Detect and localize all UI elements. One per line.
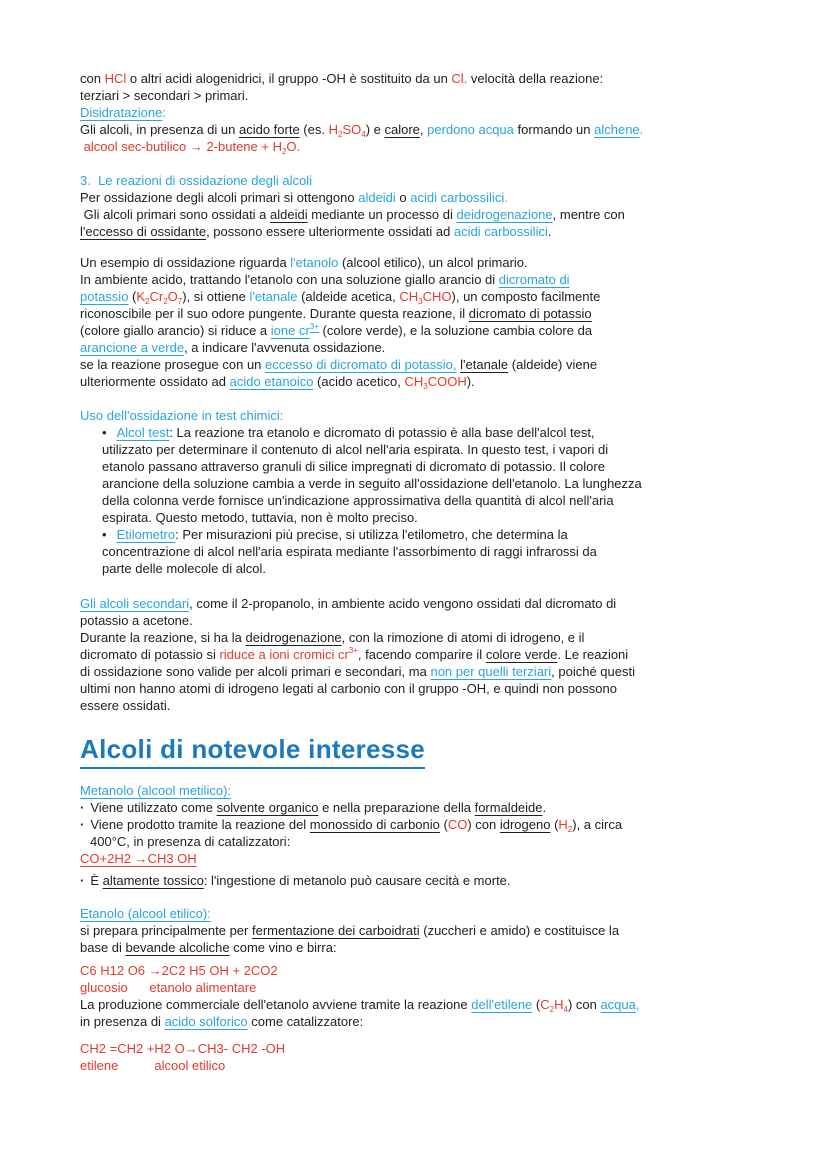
text-segment: La produzione commerciale dell'etanolo avviene tramite la reazione — [80, 997, 472, 1012]
text-segment: ( — [439, 817, 448, 832]
paragraph — [80, 172, 782, 240]
text-segment: C6 H12 O6 →2C2 H5 OH + 2CO2 — [80, 963, 278, 978]
text-segment: H — [554, 997, 564, 1012]
text-segment: : La reazione tra etanolo e dicromato di potassio è alla base dell'alcol test, — [169, 425, 595, 440]
text-segment: Gli alcoli secondari — [80, 596, 190, 611]
text-segment: mediante un processo di — [307, 207, 457, 222]
text-line — [80, 441, 782, 458]
text-segment: , con la rimozione di atomi di idrogeno, e il — [341, 630, 585, 645]
text-line — [80, 680, 782, 697]
text-segment: fermentazione dei carboidrati — [251, 923, 420, 938]
text-line — [80, 1040, 782, 1057]
text-segment: monossido di carbonio — [309, 817, 440, 832]
text-segment: 4 — [563, 1005, 568, 1014]
text-segment: C — [540, 997, 550, 1012]
text-segment: . — [542, 800, 547, 815]
text-segment: Etilometro — [116, 527, 176, 542]
vertical-gap — [80, 240, 782, 254]
text-segment: base di — [80, 940, 126, 955]
text-segment: : Per misurazioni più precise, si utilizza l'etilometro, che determina la — [175, 527, 568, 542]
text-segment: ) con — [467, 817, 500, 832]
text-segment: (acido acetico, — [313, 374, 405, 389]
paragraph — [80, 70, 782, 155]
text-segment: 2 — [549, 1005, 555, 1014]
paragraph — [80, 1040, 782, 1074]
paragraph — [80, 254, 782, 390]
text-line — [80, 206, 782, 223]
text-segment: si prepara principalmente per — [80, 923, 252, 938]
text-segment: terziari > secondari > primari. — [80, 88, 249, 103]
paragraph — [80, 962, 782, 1030]
text-segment: Viene utilizzato come — [90, 800, 217, 815]
text-segment: aldeidi — [358, 190, 396, 205]
text-segment: formaldeide — [474, 800, 543, 815]
text-segment: 3+ — [348, 646, 358, 655]
text-line — [80, 612, 782, 629]
text-segment: solvente organico — [216, 800, 319, 815]
text-line — [80, 223, 782, 240]
bullet-item — [80, 526, 782, 577]
text-segment: : l'ingestione di metanolo può causare cecità e morte. — [203, 873, 511, 888]
text-segment: 4 — [361, 130, 366, 139]
text-segment: se la reazione prosegue con un — [80, 357, 266, 372]
text-segment: O — [167, 289, 178, 304]
text-segment: Cl. — [451, 71, 468, 86]
text-segment: CH2 =CH2 +H2 O→CH3- CH2 -OH — [80, 1041, 286, 1056]
text-segment: , — [635, 997, 640, 1012]
text-line — [80, 138, 782, 155]
text-line — [80, 1013, 782, 1030]
bullet-item — [80, 872, 782, 889]
text-line — [80, 475, 782, 492]
text-line — [80, 905, 782, 922]
paragraph — [80, 782, 782, 799]
text-line — [80, 697, 782, 714]
text-segment: 2 — [567, 825, 573, 834]
text-segment: ulteriormente ossidato ad — [80, 374, 230, 389]
text-segment: COOH — [427, 374, 467, 389]
text-segment: 3. Le reazioni di ossidazione degli alcoli — [80, 173, 312, 188]
text-segment: Per ossidazione degli alcoli primari si ottengono — [80, 190, 359, 205]
text-segment: Viene prodotto tramite la reazione del — [90, 817, 310, 832]
text-segment: ) con — [567, 997, 601, 1012]
vertical-gap — [80, 889, 782, 905]
text-segment: acidi carbossilici — [410, 190, 505, 205]
text-line — [80, 509, 782, 526]
text-segment: Gli alcoli primari sono ossidati a — [80, 207, 271, 222]
text-segment: ultimi non hanno atomi di idrogeno legati al carbonio con il gruppo -OH, e quindi non possono — [80, 681, 617, 696]
text-line — [80, 121, 782, 138]
text-line — [80, 663, 782, 680]
vertical-gap — [80, 155, 782, 172]
text-segment: essere ossidati. — [80, 698, 171, 713]
text-segment: 2 — [163, 297, 168, 306]
text-segment: , facendo comparire il — [357, 647, 486, 662]
text-segment: come vino e birra: — [229, 940, 337, 955]
text-segment: 7 — [177, 297, 183, 306]
text-line — [80, 543, 782, 560]
text-segment: glucosio etanolo alimentare — [80, 980, 257, 995]
text-segment: velocità della reazione: — [467, 71, 604, 86]
paragraph — [80, 407, 782, 424]
text-segment: (colore giallo arancio) si riduce a — [80, 323, 271, 338]
text-line — [80, 595, 782, 612]
text-segment: (aldeide) viene — [508, 357, 598, 372]
text-segment: ione cr — [270, 323, 310, 338]
text-line — [80, 799, 782, 816]
text-segment: ( — [550, 817, 559, 832]
text-segment: etanolo passano attraverso granuli di silice impregnati di dicromato di potassio. Il colore — [102, 459, 605, 474]
text-line — [80, 104, 782, 121]
text-segment: , possono essere ulteriormente ossidati ad — [206, 224, 454, 239]
text-segment: idrogeno — [499, 817, 551, 832]
bullet-marker-icon: · — [80, 800, 85, 815]
text-segment: CHO — [422, 289, 452, 304]
text-segment: di ossidazione sono valide per alcoli primari e secondari, ma — [80, 664, 431, 679]
text-segment: potassio a acetone. — [80, 613, 193, 628]
text-line — [80, 87, 782, 104]
text-segment: (es. — [299, 122, 329, 137]
text-segment: (colore verde), e la soluzione cambia colore da — [318, 323, 593, 338]
text-line — [80, 70, 782, 87]
text-segment: l'etanolo — [290, 255, 339, 270]
text-segment: . Le reazioni — [557, 647, 629, 662]
text-segment: non per quelli terziari — [430, 664, 552, 679]
text-line — [80, 356, 782, 373]
text-segment: alcool sec-butilico → 2-butene + H — [80, 139, 282, 154]
text-segment: Cr — [149, 289, 164, 304]
text-line — [80, 872, 782, 889]
text-segment: come catalizzatore: — [247, 1014, 364, 1029]
text-segment: È — [90, 873, 103, 888]
text-segment: (alcool etilico), un alcol primario. — [338, 255, 528, 270]
text-segment: colore verde — [485, 647, 558, 662]
text-segment: deidrogenazione — [245, 630, 342, 645]
text-segment: CH — [404, 374, 424, 389]
text-segment: e nella preparazione della — [318, 800, 475, 815]
text-segment: CH — [399, 289, 419, 304]
text-segment: arancione a verde — [80, 340, 185, 355]
text-line — [80, 782, 782, 799]
heading-block — [80, 734, 782, 769]
text-segment: arancione della soluzione cambia a verde in seguito all'ossidazione dell'etanolo. La lunghezza — [102, 476, 642, 491]
text-segment: l'etanale — [249, 289, 298, 304]
text-line — [80, 996, 782, 1013]
text-segment: (zuccheri e amido) e costituisce la — [419, 923, 620, 938]
text-segment: . — [639, 122, 644, 137]
text-segment: acido forte — [238, 122, 300, 137]
text-segment: ( — [128, 289, 137, 304]
text-line — [80, 271, 782, 288]
text-segment: alchene — [594, 122, 640, 137]
text-line — [80, 526, 782, 543]
text-line — [80, 172, 782, 189]
text-line — [80, 560, 782, 577]
text-segment: con — [80, 71, 105, 86]
text-segment: CO+2H2 →CH3 OH — [80, 851, 197, 866]
text-segment: , a indicare l'avvenuta ossidazione. — [184, 340, 386, 355]
text-segment: 3 — [423, 382, 428, 391]
bullet-item — [80, 816, 782, 850]
bullet-marker-icon: • — [102, 527, 107, 542]
text-segment: acidi carbossilici — [453, 224, 548, 239]
text-line — [80, 254, 782, 271]
text-segment: H — [558, 817, 568, 832]
text-segment: utilizzato per determinare il contenuto di alcol nell'aria espirata. In questo test, i vapori di — [102, 442, 609, 457]
text-segment: in presenza di — [80, 1014, 165, 1029]
text-segment: , poiché questi — [551, 664, 635, 679]
text-segment: potassio — [80, 289, 129, 304]
text-segment: Alcol test — [116, 425, 170, 440]
text-segment: espirata. Questo metodo, tuttavia, non è molto preciso. — [102, 510, 418, 525]
text-line — [80, 339, 782, 356]
text-segment: o — [395, 190, 411, 205]
text-segment: l'eccesso di ossidante — [80, 224, 207, 239]
text-segment: dell'etilene — [471, 997, 533, 1012]
text-segment: Metanolo (alcool metilico): — [80, 783, 232, 798]
text-segment: 2 — [145, 297, 150, 306]
text-segment: , come il 2-propanolo, in ambiente acido vengono ossidati dal dicromato di — [189, 596, 617, 611]
text-segment: etilene alcool etilico — [80, 1058, 226, 1073]
text-segment: parte delle molecole di alcol. — [102, 561, 267, 576]
text-segment: ), un composto facilmente — [451, 289, 601, 304]
text-segment: deidrogenazione — [456, 207, 553, 222]
text-segment: . — [547, 224, 552, 239]
text-segment: riconoscibile per il suo odore pungente. Durante questa reazione, il — [80, 306, 469, 321]
text-segment: 3 — [418, 297, 423, 306]
text-segment: , mentre con — [552, 207, 625, 222]
bullet-marker-icon: • — [102, 425, 107, 440]
text-segment: SO — [342, 122, 362, 137]
text-line — [80, 629, 782, 646]
text-segment: Uso dell'ossidazione in test chimici: — [80, 408, 284, 423]
text-segment: dicromato di potassio si — [80, 647, 220, 662]
text-segment: K — [136, 289, 146, 304]
bullet-item — [80, 799, 782, 816]
text-segment: perdono acqua — [427, 122, 514, 137]
text-segment: 2 — [337, 130, 343, 139]
text-segment: concentrazione di alcol nell'aria espirata mediante l'assorbimento di raggi infrarossi da — [102, 544, 597, 559]
text-line — [80, 407, 782, 424]
text-segment: bevande alcoliche — [125, 940, 230, 955]
text-segment: eccesso di dicromato di potassio, — [265, 357, 457, 372]
text-line — [80, 373, 782, 390]
text-segment: acqua — [600, 997, 636, 1012]
text-line — [80, 646, 782, 663]
text-segment: formando un — [513, 122, 595, 137]
section-heading: Alcoli di notevole interesse — [80, 734, 425, 769]
text-segment: acido etanoico — [229, 374, 314, 389]
bullet-item — [80, 424, 782, 526]
text-segment: ). — [466, 374, 475, 389]
text-segment: 400°C, in presenza di catalizzatori: — [90, 834, 291, 849]
text-segment: l'etanale — [460, 357, 509, 372]
text-segment: acido solforico — [164, 1014, 248, 1029]
vertical-gap — [80, 390, 782, 407]
text-segment: 2 — [281, 147, 287, 156]
text-segment: o altri acidi alogenidrici, il gruppo -OH è sostituito da un — [126, 71, 452, 86]
paragraph — [80, 595, 782, 714]
text-line — [80, 424, 782, 441]
text-segment: riduce a ioni cromici cr — [219, 647, 349, 662]
text-segment: dicromato di potassio — [468, 306, 592, 321]
text-line — [80, 922, 782, 939]
text-segment: Etanolo (alcool etilico): — [80, 906, 211, 921]
text-line — [80, 833, 782, 850]
text-segment: CO — [447, 817, 468, 832]
text-segment: ), a circa — [572, 817, 623, 832]
paragraph — [80, 850, 782, 867]
text-segment: H — [328, 122, 338, 137]
text-segment: , — [419, 122, 428, 137]
text-segment: aldeidi — [270, 207, 308, 222]
text-segment: : — [162, 105, 166, 120]
text-line — [80, 458, 782, 475]
paragraph — [80, 905, 782, 956]
text-segment: . — [504, 190, 508, 205]
text-segment: ) e — [365, 122, 385, 137]
text-line — [80, 305, 782, 322]
text-segment: Durante la reazione, si ha la — [80, 630, 246, 645]
text-line — [80, 939, 782, 956]
text-line — [80, 1057, 782, 1074]
bullet-marker-icon: · — [80, 817, 85, 832]
text-segment: 3+ — [309, 322, 319, 331]
text-segment: Disidratazione — [80, 105, 163, 120]
text-segment: ( — [532, 997, 541, 1012]
text-segment: Un esempio di ossidazione riguarda — [80, 255, 291, 270]
text-segment: ), si ottiene — [182, 289, 250, 304]
text-segment: In ambiente acido, trattando l'etanolo con una soluzione giallo arancio di — [80, 272, 499, 287]
vertical-gap — [80, 1030, 782, 1040]
text-segment: Gli alcoli, in presenza di un — [80, 122, 239, 137]
vertical-gap — [80, 577, 782, 595]
text-line — [80, 288, 782, 305]
text-line — [80, 962, 782, 979]
text-line — [80, 979, 782, 996]
text-segment: calore — [384, 122, 420, 137]
text-segment: HCl — [104, 71, 127, 86]
text-segment: (aldeide acetica, — [297, 289, 400, 304]
bullet-marker-icon: · — [80, 873, 85, 888]
text-segment: dicromato di — [498, 272, 570, 287]
text-line — [80, 850, 782, 867]
text-line — [80, 492, 782, 509]
text-segment: O. — [286, 139, 301, 154]
text-segment: altamente tossico — [102, 873, 204, 888]
text-line — [80, 189, 782, 206]
text-segment: della colonna verde fornisce un'indicazione approssimativa della quantità di alcol nell'aria — [102, 493, 614, 508]
text-line — [80, 322, 782, 339]
text-line — [80, 816, 782, 833]
